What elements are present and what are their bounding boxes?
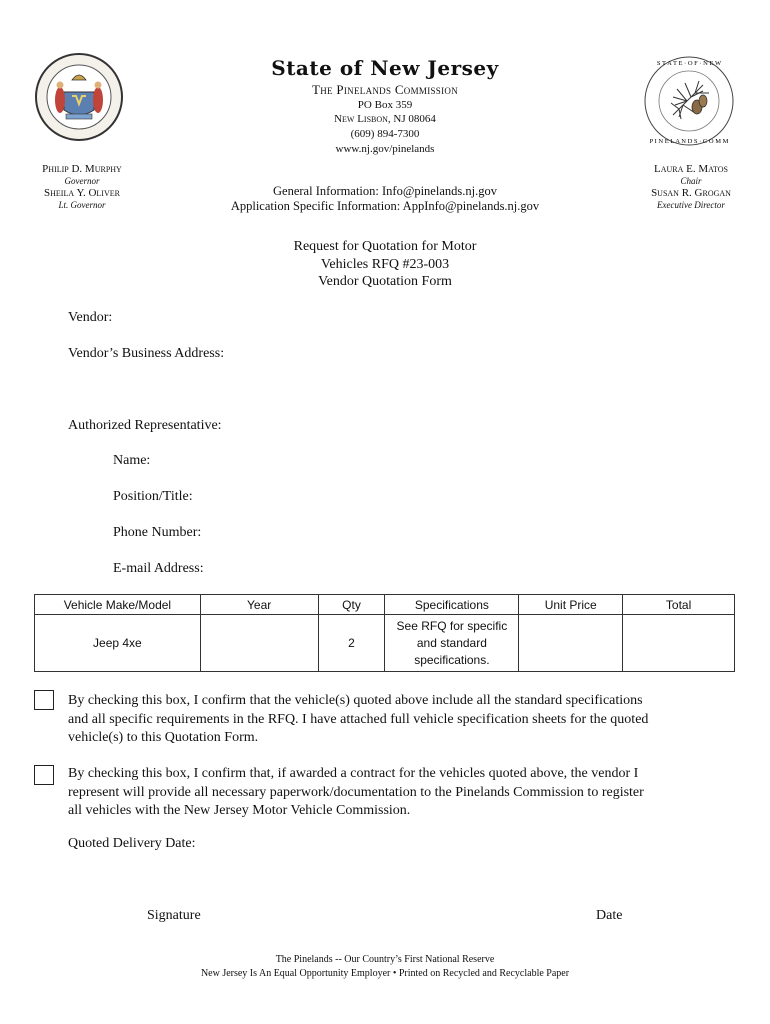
cell-unit-price[interactable] bbox=[519, 615, 623, 672]
vehicle-quote-table bbox=[34, 594, 735, 672]
svg-text:P I N E L A N D S · C O M M: P I N E L A N D S · C O M M bbox=[649, 138, 729, 145]
chair-role: Chair bbox=[680, 176, 702, 186]
business-address-label: Vendor’s Business Address: bbox=[68, 346, 225, 361]
application-info-email[interactable]: Application Specific Information: AppInfo@pinelands.nj.gov bbox=[230, 199, 540, 213]
confirm-specifications-text bbox=[68, 692, 708, 748]
header-year: Year bbox=[200, 595, 318, 615]
state-title: State of New Jersey bbox=[271, 56, 499, 80]
header-make-model: Vehicle Make/Model bbox=[35, 595, 201, 615]
officials-right bbox=[632, 163, 750, 211]
svg-text:S T A T E · O F · N E W: S T A T E · O F · N E W bbox=[656, 60, 722, 67]
header-specifications: Specifications bbox=[385, 595, 519, 615]
name-label: Name: bbox=[113, 453, 151, 468]
governor-name: Philip D. Murphy bbox=[42, 163, 122, 175]
header-unit-price: Unit Price bbox=[519, 595, 623, 615]
officials-left bbox=[22, 163, 142, 211]
city-address: New Lisbon, NJ 08064 bbox=[334, 113, 436, 125]
confirm1-line2: and all specific requirements in the RFQ. I have attached full vehicle specification sheets for the quoted bbox=[68, 711, 649, 727]
form-title-line1: Request for Quotation for Motor bbox=[293, 239, 477, 254]
delivery-date-label: Quoted Delivery Date: bbox=[68, 836, 196, 851]
chair-name: Laura E. Matos bbox=[654, 163, 728, 175]
commission-name: The Pinelands Commission bbox=[311, 82, 459, 97]
date-label: Date bbox=[596, 908, 623, 923]
confirm2-line2: represent will provide all necessary paperwork/documentation to the Pinelands Commission to register bbox=[68, 784, 644, 800]
executive-director-role: Executive Director bbox=[657, 200, 725, 210]
office-phone: (609) 894-7300 bbox=[350, 128, 420, 140]
signature-label: Signature bbox=[147, 908, 201, 923]
lt-governor-name: Sheila Y. Oliver bbox=[44, 187, 120, 199]
po-box: PO Box 359 bbox=[357, 99, 413, 111]
authorized-rep-label: Authorized Representative: bbox=[68, 418, 222, 433]
footer-motto: The Pinelands -- Our Country’s First National Reserve bbox=[275, 954, 495, 965]
spec-line2: and standard bbox=[416, 635, 487, 650]
form-title-line3: Vendor Quotation Form bbox=[318, 274, 452, 289]
website[interactable]: www.nj.gov/pinelands bbox=[335, 143, 435, 155]
table-header-row bbox=[35, 595, 735, 615]
header-qty: Qty bbox=[318, 595, 385, 615]
confirm2-line1: By checking this box, I confirm that, if awarded a contract for the vehicles quoted above, the vendor I bbox=[68, 766, 639, 781]
confirm-registration-checkbox[interactable] bbox=[34, 765, 54, 785]
executive-director-name: Susan R. Grogan bbox=[651, 187, 731, 199]
governor-role: Governor bbox=[64, 176, 100, 186]
spec-line1: See RFQ for specific bbox=[396, 618, 508, 633]
confirm2-line3: all vehicles with the New Jersey Motor Vehicle Commission. bbox=[68, 803, 411, 818]
vendor-label: Vendor: bbox=[68, 310, 113, 325]
position-label: Position/Title: bbox=[113, 489, 193, 504]
header-total: Total bbox=[623, 595, 735, 615]
footer-employer-note: New Jersey Is An Equal Opportunity Employer • Printed on Recycled and Recyclable Paper bbox=[200, 968, 570, 979]
cell-specifications bbox=[385, 615, 519, 672]
spec-line3: specifications. bbox=[414, 652, 490, 667]
email-label: E-mail Address: bbox=[113, 561, 204, 576]
lt-governor-role: Lt. Governor bbox=[58, 200, 106, 210]
confirm-registration-text bbox=[68, 765, 708, 821]
general-info-email[interactable]: General Information: Info@pinelands.nj.gov bbox=[273, 184, 497, 198]
cell-model: Jeep 4xe bbox=[35, 615, 201, 672]
phone-label: Phone Number: bbox=[113, 525, 202, 540]
cell-qty: 2 bbox=[318, 615, 385, 672]
cell-total[interactable] bbox=[623, 615, 735, 672]
table-row bbox=[35, 615, 735, 672]
form-title bbox=[0, 238, 770, 291]
form-title-line2: Vehicles RFQ #23-003 bbox=[320, 256, 450, 272]
confirm-specifications-checkbox[interactable] bbox=[34, 690, 54, 710]
confirm1-line1: By checking this box, I confirm that the vehicle(s) quoted above include all the standard specifications bbox=[68, 693, 643, 708]
confirm1-line3: vehicle(s) to this Quotation Form. bbox=[68, 730, 259, 745]
cell-year[interactable] bbox=[200, 615, 318, 672]
